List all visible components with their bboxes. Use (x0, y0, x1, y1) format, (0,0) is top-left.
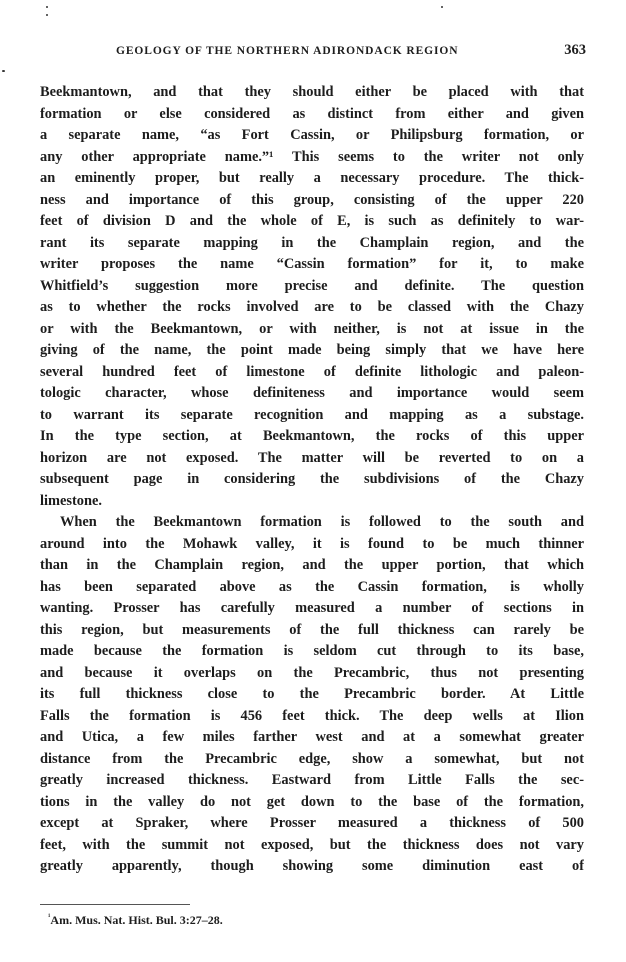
text-line: feet, with the summit not exposed, but the thickness does not vary (40, 836, 584, 853)
text-line: an eminently proper, but really a necessary procedure. The thick- (40, 170, 584, 186)
speck (2, 70, 5, 72)
text-line: and Utica, a few miles farther west and at a somewhat greater (40, 729, 584, 745)
text-line: any other appropriate name.”¹ This seems to the writer not only (40, 148, 584, 165)
text-line: giving of the name, the point made being simply that we have here (40, 342, 584, 358)
speck (441, 6, 443, 8)
text-line: made because the formation is seldom cut through to its base, (40, 643, 584, 659)
text-line: distance from the Precambric edge, show a somewhat, but not (40, 750, 584, 767)
text-line: to warrant its separate recognition and mapping as a substage. (40, 406, 584, 423)
running-head (40, 42, 586, 59)
footnote-rule (40, 904, 190, 905)
text-line: several hundred feet of limestone of definite lithologic and paleon- (40, 363, 584, 380)
text-line: horizon are not exposed. The matter will be reverted to on a (40, 449, 584, 466)
text-line: Falls the formation is 456 feet thick. The deep wells at Ilion (40, 707, 584, 724)
page-number: 363 (564, 42, 586, 58)
text-line: and because it overlaps on the Precambric, thus not presenting (40, 664, 584, 681)
text-line: tologic character, whose definiteness and importance would seem (40, 385, 584, 401)
text-line: formation or else considered as distinct from either and given (40, 105, 584, 122)
speck (46, 14, 48, 16)
text-line: greatly apparently, though showing some diminution east of (40, 858, 584, 874)
paragraph (40, 82, 584, 512)
text-line: limestone. (40, 492, 102, 509)
text-line: subsequent page in considering the subdivisions of the Chazy (40, 471, 584, 487)
footnote-marker: ¹ (48, 912, 51, 921)
text-line: around into the Mohawk valley, it is found to be much thinner (40, 535, 584, 552)
text-line: than in the Champlain region, and the upper portion, that which (40, 557, 584, 573)
text-line: greatly increased thickness. Eastward from Little Falls the sec- (40, 772, 584, 788)
text-line: feet of division D and the whole of E, is such as definitely to war- (40, 213, 584, 229)
text-line: Beekmantown, and that they should either be placed with that (40, 84, 584, 100)
text-line: wanting. Prosser has carefully measured a number of sections in (40, 600, 584, 616)
text-line: In the type section, at Beekmantown, the rocks of this upper (40, 428, 584, 444)
speck (46, 6, 48, 8)
text-line: or with the Beekmantown, or with neither, is not at issue in the (40, 320, 584, 337)
text-line: rant its separate mapping in the Champlain region, and the (40, 234, 584, 251)
text-line: as to whether the rocks involved are to be classed with the Chazy (40, 299, 584, 315)
running-title: GEOLOGY OF THE NORTHERN ADIRONDACK REGION (116, 45, 459, 57)
text-line: this region, but measurements of the full thickness can rarely be (40, 621, 584, 638)
text-line: Whitfield’s suggestion more precise and definite. The question (40, 277, 584, 294)
text-line: tions in the valley do not get down to the base of the formation, (40, 793, 584, 810)
text-line: ness and importance of this group, consisting of the upper 220 (40, 191, 584, 208)
text-line: its full thickness close to the Precambric border. At Little (40, 686, 584, 702)
text-line: has been separated above as the Cassin formation, is wholly (40, 578, 584, 595)
text-line: a separate name, “as Fort Cassin, or Philipsburg formation, or (40, 127, 584, 143)
text-line: When the Beekmantown formation is followed to the south and (60, 514, 584, 530)
paragraph (40, 512, 584, 878)
footnote-text: Am. Mus. Nat. Hist. Bul. 3:27–28. (50, 913, 223, 927)
body-text (40, 82, 584, 878)
footnote (48, 912, 223, 928)
text-line: except at Spraker, where Prosser measured a thickness of 500 (40, 815, 584, 831)
text-line: writer proposes the name “Cassin formation” for it, to make (40, 256, 584, 272)
